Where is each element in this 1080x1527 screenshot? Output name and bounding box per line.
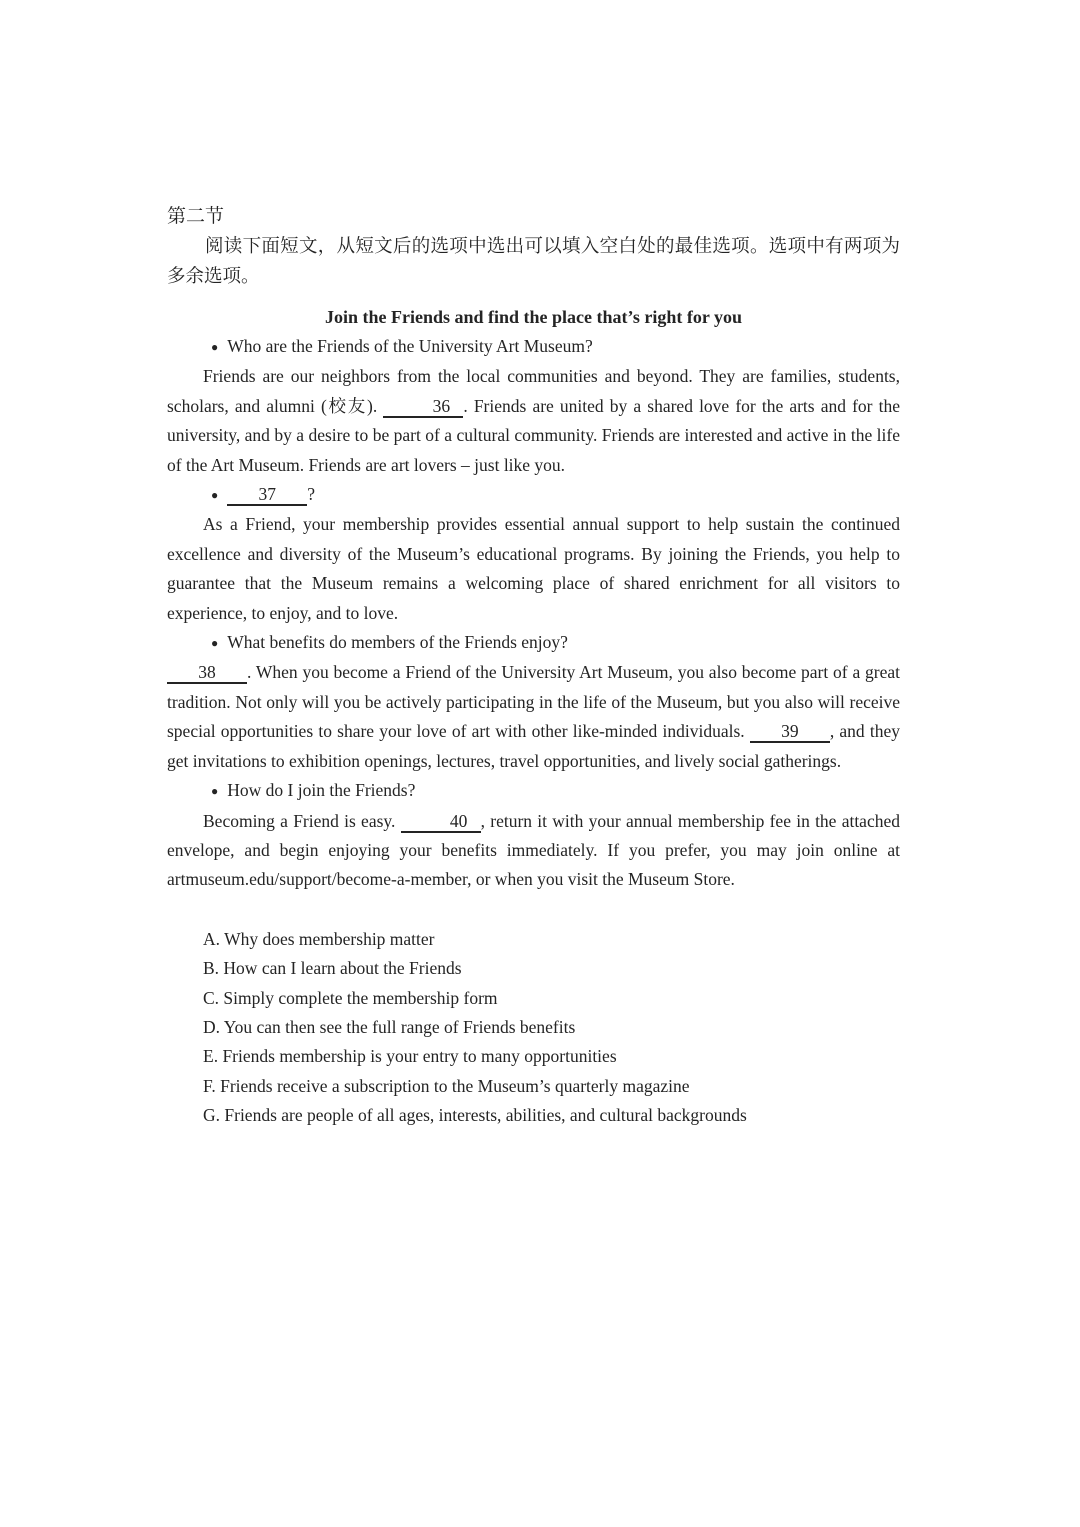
- bullet-icon: ●: [211, 488, 219, 503]
- passage-bullet-line: ● 37 ?: [211, 484, 316, 505]
- bullet-icon: ●: [211, 784, 219, 799]
- passage-bullet-line: ● What benefits do members of the Friends enjoy?: [211, 632, 568, 653]
- passage-body: [167, 332, 900, 895]
- options-list: [167, 925, 900, 1131]
- section-label: 第二节: [167, 206, 225, 227]
- passage-title: Join the Friends and find the place that’s right for you: [324, 307, 743, 327]
- option-E: E. Friends membership is your entry to many opportunities: [203, 1046, 617, 1067]
- blank-39: 39: [750, 721, 830, 743]
- passage-bullet-line: ● How do I join the Friends?: [211, 780, 416, 801]
- option-F: F. Friends receive a subscription to the Museum’s quarterly magazine: [203, 1075, 690, 1096]
- passage-paragraph: 38 . When you become a Friend of the University Art Museum, you also become part of a great tradition. Not only will you be actively participating in the life of the Museum, but you also will receive special opportunities to share your love of art with other like-minded individuals. 39 , and they get invitations to exhibition openings, lectures, travel opportunities, and lively social gatherings.: [167, 662, 900, 771]
- exam-page: [167, 202, 900, 1131]
- blank-36: 36: [383, 396, 463, 418]
- option-C: C. Simply complete the membership form: [203, 987, 498, 1008]
- blank-37: 37: [227, 484, 307, 506]
- blank-40: 40: [401, 811, 481, 833]
- passage-paragraph: As a Friend, your membership provides essential annual support to help sustain the continued excellence and diversity of the Museum’s educational programs. By joining the Friends, you help to guarantee that the Museum remains a welcoming place of shared enrichment for all visitors to experience, to enjoy, and to love.: [167, 514, 900, 623]
- passage-bullet-line: ● Who are the Friends of the University Art Museum?: [211, 336, 593, 356]
- bullet-icon: ●: [211, 636, 219, 651]
- passage-paragraph: Friends are our neighbors from the local communities and beyond. They are families, students, scholars, and alumni (校友). 36 . Friends are united by a shared love for the arts and for the university, and by a desire to be part of a cultural community. Friends are interested and active in the life of the Art Museum. Friends are art lovers – just like you.: [167, 366, 901, 475]
- option-A: A. Why does membership matter: [203, 928, 435, 949]
- passage-paragraph: Becoming a Friend is easy. 40 , return it with your annual membership fee in the attached envelope, and begin enjoying your benefits immediately. If you prefer, you may join online at artmuseum.edu/support/become-a-member, or when you visit the Museum Store.: [167, 810, 900, 890]
- instructions-text: 阅读下面短文，从短文后的选项中选出可以填入空白处的最佳选项。选项中有两项为多余选项。: [167, 237, 900, 287]
- option-G: G. Friends are people of all ages, interests, abilities, and cultural backgrounds: [203, 1105, 747, 1126]
- option-D: D. You can then see the full range of Friends benefits: [203, 1016, 576, 1037]
- blank-38: 38: [167, 662, 247, 684]
- bullet-icon: ●: [211, 340, 219, 354]
- option-B: B. How can I learn about the Friends: [203, 958, 462, 979]
